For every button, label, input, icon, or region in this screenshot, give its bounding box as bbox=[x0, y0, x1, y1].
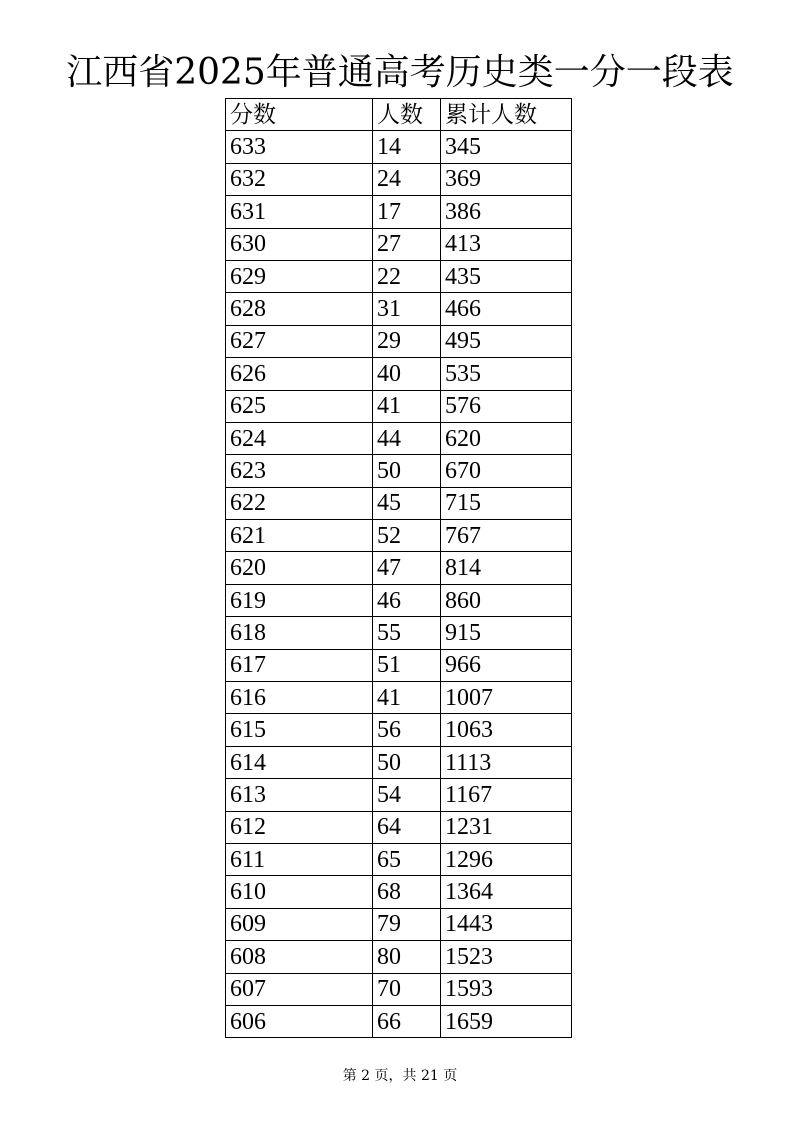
table-body bbox=[226, 131, 572, 1038]
cell-score: 615 bbox=[226, 714, 373, 746]
page-footer: 第 2 页，共 21 页 bbox=[342, 1068, 458, 1084]
header-cumulative: 累计人数 bbox=[441, 99, 572, 131]
cell-cumulative: 435 bbox=[441, 260, 572, 292]
cell-score: 628 bbox=[226, 293, 373, 325]
table-row bbox=[226, 973, 572, 1005]
cell-score: 617 bbox=[226, 649, 373, 681]
cell-cumulative: 620 bbox=[441, 422, 572, 454]
cell-cumulative: 535 bbox=[441, 358, 572, 390]
cell-score: 627 bbox=[226, 325, 373, 357]
table-row bbox=[226, 260, 572, 292]
cell-count: 24 bbox=[373, 163, 441, 195]
cell-count: 47 bbox=[373, 552, 441, 584]
cell-score: 619 bbox=[226, 584, 373, 616]
cell-cumulative: 1063 bbox=[441, 714, 572, 746]
table-row bbox=[226, 390, 572, 422]
cell-count: 27 bbox=[373, 228, 441, 260]
cell-cumulative: 386 bbox=[441, 196, 572, 228]
table-row bbox=[226, 1005, 572, 1037]
cell-score: 631 bbox=[226, 196, 373, 228]
cell-count: 56 bbox=[373, 714, 441, 746]
cell-count: 55 bbox=[373, 617, 441, 649]
cell-score: 624 bbox=[226, 422, 373, 454]
cell-cumulative: 1113 bbox=[441, 746, 572, 778]
cell-cumulative: 466 bbox=[441, 293, 572, 325]
table-row bbox=[226, 908, 572, 940]
cell-score: 610 bbox=[226, 876, 373, 908]
table-row bbox=[226, 811, 572, 843]
table-row bbox=[226, 455, 572, 487]
cell-cumulative: 1593 bbox=[441, 973, 572, 1005]
cell-cumulative: 1007 bbox=[441, 682, 572, 714]
cell-score: 618 bbox=[226, 617, 373, 649]
cell-count: 64 bbox=[373, 811, 441, 843]
cell-count: 41 bbox=[373, 390, 441, 422]
score-table bbox=[225, 98, 572, 1038]
cell-cumulative: 860 bbox=[441, 584, 572, 616]
cell-cumulative: 814 bbox=[441, 552, 572, 584]
cell-score: 613 bbox=[226, 779, 373, 811]
cell-score: 616 bbox=[226, 682, 373, 714]
cell-count: 40 bbox=[373, 358, 441, 390]
cell-count: 54 bbox=[373, 779, 441, 811]
cell-count: 80 bbox=[373, 941, 441, 973]
table-row bbox=[226, 941, 572, 973]
cell-count: 66 bbox=[373, 1005, 441, 1037]
table-row bbox=[226, 876, 572, 908]
table-row bbox=[226, 358, 572, 390]
header-row bbox=[226, 99, 572, 131]
table-row bbox=[226, 163, 572, 195]
cell-count: 79 bbox=[373, 908, 441, 940]
cell-score: 633 bbox=[226, 131, 373, 163]
cell-cumulative: 966 bbox=[441, 649, 572, 681]
table-row bbox=[226, 649, 572, 681]
cell-score: 622 bbox=[226, 487, 373, 519]
cell-count: 14 bbox=[373, 131, 441, 163]
cell-score: 632 bbox=[226, 163, 373, 195]
cell-score: 612 bbox=[226, 811, 373, 843]
cell-cumulative: 1296 bbox=[441, 843, 572, 875]
cell-score: 614 bbox=[226, 746, 373, 778]
cell-score: 621 bbox=[226, 520, 373, 552]
cell-cumulative: 1167 bbox=[441, 779, 572, 811]
header-score: 分数 bbox=[226, 99, 373, 131]
cell-count: 51 bbox=[373, 649, 441, 681]
cell-cumulative: 1364 bbox=[441, 876, 572, 908]
cell-score: 629 bbox=[226, 260, 373, 292]
cell-count: 70 bbox=[373, 973, 441, 1005]
table-row bbox=[226, 487, 572, 519]
cell-cumulative: 345 bbox=[441, 131, 572, 163]
cell-score: 623 bbox=[226, 455, 373, 487]
cell-cumulative: 413 bbox=[441, 228, 572, 260]
cell-score: 630 bbox=[226, 228, 373, 260]
cell-score: 609 bbox=[226, 908, 373, 940]
table-row bbox=[226, 617, 572, 649]
table-row bbox=[226, 131, 572, 163]
cell-count: 68 bbox=[373, 876, 441, 908]
cell-cumulative: 715 bbox=[441, 487, 572, 519]
table-row bbox=[226, 422, 572, 454]
cell-count: 17 bbox=[373, 196, 441, 228]
table-row bbox=[226, 293, 572, 325]
table-header bbox=[226, 99, 572, 131]
cell-count: 52 bbox=[373, 520, 441, 552]
cell-score: 626 bbox=[226, 358, 373, 390]
table-row bbox=[226, 682, 572, 714]
cell-cumulative: 915 bbox=[441, 617, 572, 649]
cell-cumulative: 576 bbox=[441, 390, 572, 422]
cell-cumulative: 495 bbox=[441, 325, 572, 357]
cell-cumulative: 1659 bbox=[441, 1005, 572, 1037]
cell-score: 625 bbox=[226, 390, 373, 422]
cell-count: 44 bbox=[373, 422, 441, 454]
table-row bbox=[226, 196, 572, 228]
table-row bbox=[226, 746, 572, 778]
page-title: 江西省2025年普通高考历史类一分一段表 bbox=[66, 52, 734, 93]
table-row bbox=[226, 520, 572, 552]
cell-score: 608 bbox=[226, 941, 373, 973]
table-row bbox=[226, 228, 572, 260]
cell-count: 22 bbox=[373, 260, 441, 292]
cell-count: 31 bbox=[373, 293, 441, 325]
table-row bbox=[226, 325, 572, 357]
table-row bbox=[226, 552, 572, 584]
table-row bbox=[226, 843, 572, 875]
cell-count: 29 bbox=[373, 325, 441, 357]
cell-count: 45 bbox=[373, 487, 441, 519]
cell-score: 606 bbox=[226, 1005, 373, 1037]
table-row bbox=[226, 779, 572, 811]
cell-cumulative: 1523 bbox=[441, 941, 572, 973]
cell-score: 611 bbox=[226, 843, 373, 875]
cell-cumulative: 670 bbox=[441, 455, 572, 487]
header-count: 人数 bbox=[373, 99, 441, 131]
table-row bbox=[226, 584, 572, 616]
cell-count: 41 bbox=[373, 682, 441, 714]
cell-count: 65 bbox=[373, 843, 441, 875]
cell-count: 50 bbox=[373, 455, 441, 487]
cell-score: 620 bbox=[226, 552, 373, 584]
cell-cumulative: 369 bbox=[441, 163, 572, 195]
cell-score: 607 bbox=[226, 973, 373, 1005]
table-row bbox=[226, 714, 572, 746]
cell-count: 46 bbox=[373, 584, 441, 616]
cell-count: 50 bbox=[373, 746, 441, 778]
cell-cumulative: 1231 bbox=[441, 811, 572, 843]
cell-cumulative: 767 bbox=[441, 520, 572, 552]
cell-cumulative: 1443 bbox=[441, 908, 572, 940]
